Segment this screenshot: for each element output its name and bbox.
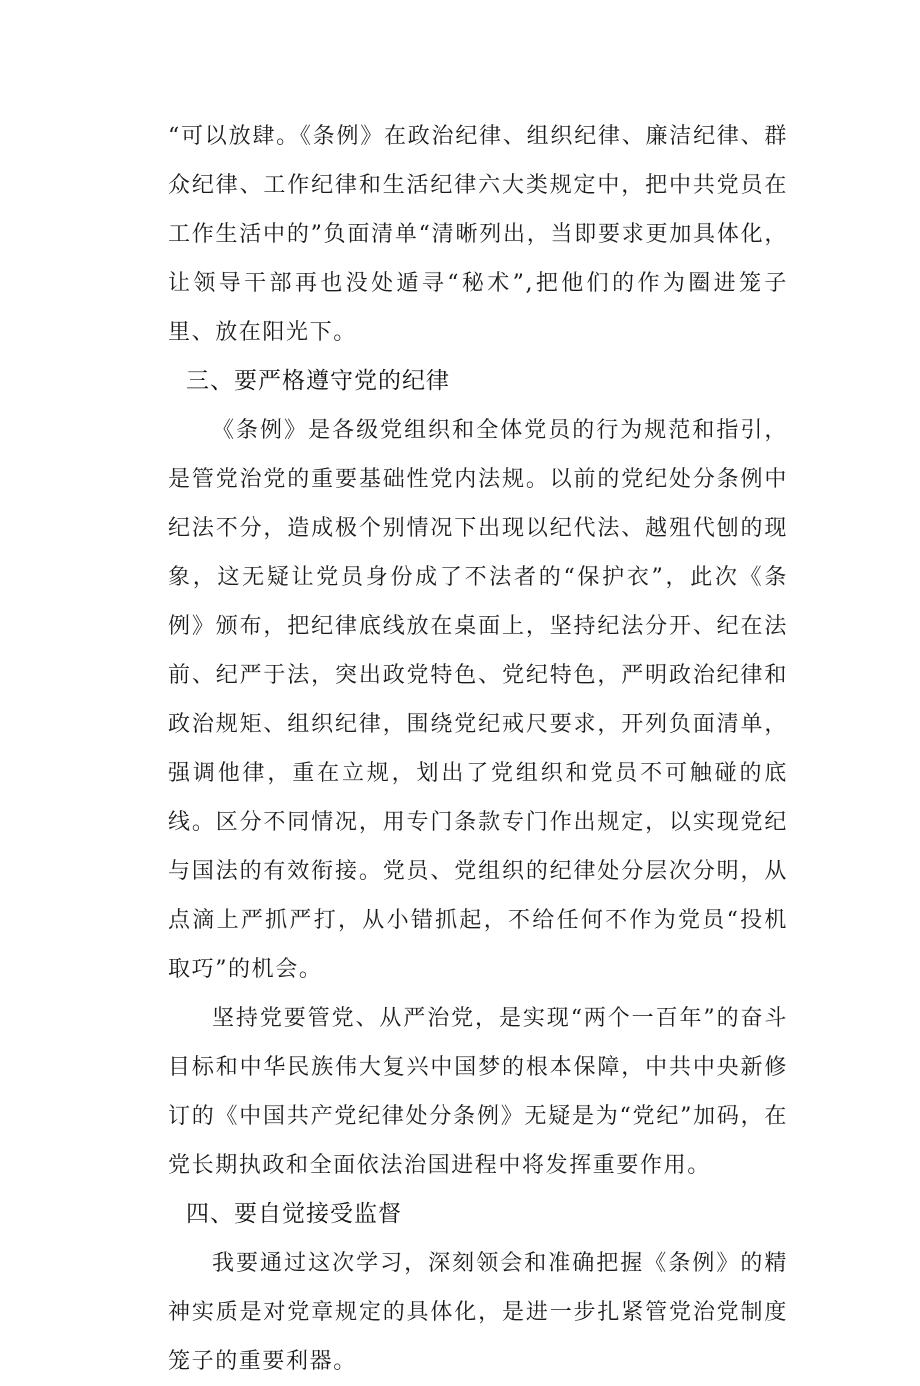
paragraph-4-1: 我要通过这次学习，深刻领会和准确把握《条例》的精神实质是对党章规定的具体化，是进一步扎紧管党治党制度笼子的重要利器。 bbox=[168, 1251, 788, 1374]
paragraph-3-2: 坚持党要管党、从严治党，是实现“两个一百年”的奋斗目标和中华民族伟大复兴中国梦的根本保障，中共中央新修订的《中国共产党纪律处分条例》无疑是为“党纪”加码，在党长期执政和全面依法治国进程中将发挥重要作用。 bbox=[168, 1006, 788, 1178]
paragraph-continuation: “可以放肆。《条例》在政治纪律、组织纪律、廉洁纪律、群众纪律、工作纪律和生活纪律六大类规定中，把中共党员在工作生活中的”负面清单“清晰列出，当即要求更加具体化，让领导干部再也没处遁寻“秘术”,把他们的作为圈进笼子里、放在阳光下。 bbox=[168, 124, 788, 345]
paragraph-3-1: 《条例》是各级党组织和全体党员的行为规范和指引，是管党治党的重要基础性党内法规。以前的党纪处分条例中纪法不分，造成极个别情况下出现以纪代法、越殂代刨的现象，这无疑让党员身份成了不法者的“保护衣”，此次《条例》颁布，把纪律底线放在桌面上，坚持纪法分开、纪在法前、纪严于法，突出政党特色、党纪特色，严明政治纪律和政治规矩、组织纪律，围绕党纪戒尺要求，开列负面清单，强调他律，重在立规，划出了党组织和党员不可触碰的底线。区分不同情况，用专门条款专门作出规定，以实现党纪与国法的有效衔接。党员、党组织的纪律处分层次分明，从点滴上严抓严打，从小错抓起，不给任何不作为党员“投机取巧”的机会。 bbox=[168, 418, 788, 982]
section-heading-4: 四、要自觉接受监督 bbox=[186, 1201, 402, 1227]
document-body bbox=[168, 112, 788, 1386]
section-heading-3: 三、要严格遵守党的纪律 bbox=[186, 368, 450, 394]
